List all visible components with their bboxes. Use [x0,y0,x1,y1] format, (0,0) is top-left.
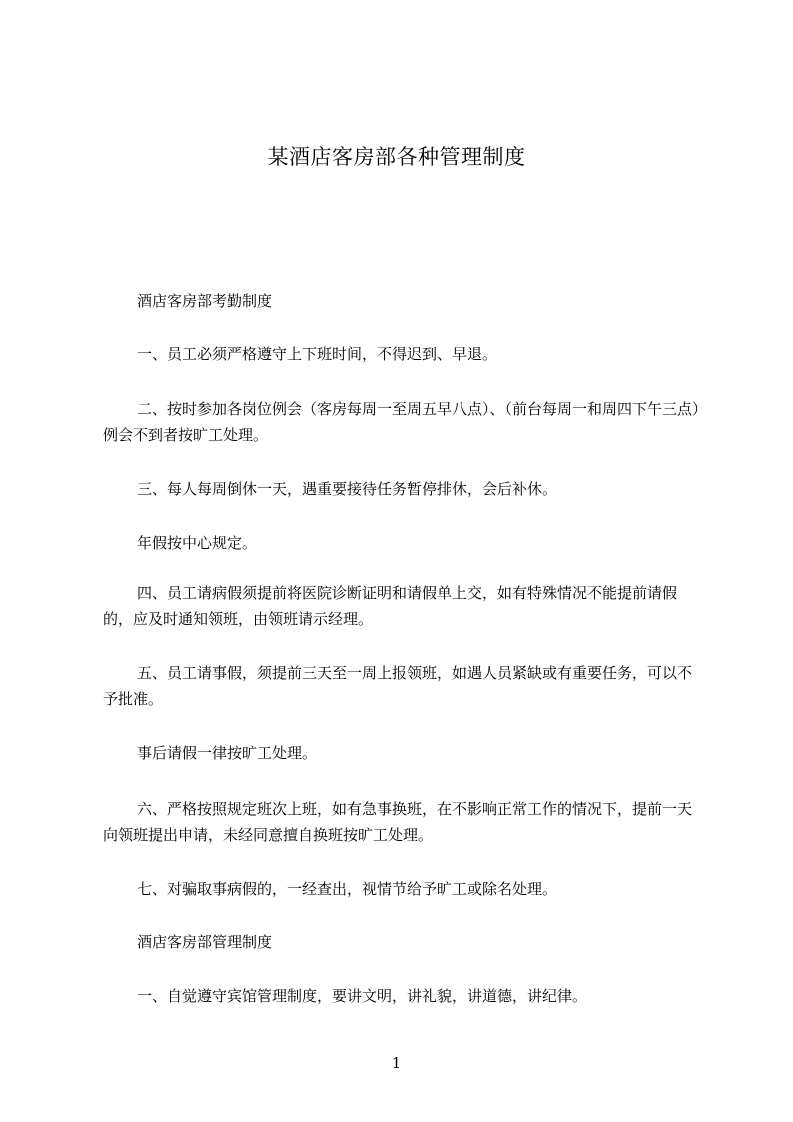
paragraph: 七、对骗取事病假的，一经查出，视情节给予旷工或除名处理。 [137,880,558,898]
section-heading-management: 酒店客房部管理制度 [137,933,273,951]
paragraph: 六、严格按照规定班次上班，如有急事换班，在不影响正常工作的情况下，提前一天向领班提出申请，未经同意擅自换班按旷工处理。 [103,800,693,844]
paragraph: 五、员工请事假，须提前三天至一周上报领班，如遇人员紧缺或有重要任务，可以不予批准。 [103,664,693,708]
paragraph: 四、员工请病假须提前将医院诊断证明和请假单上交，如有特殊情况不能提前请假的，应及时通知领班，由领班请示经理。 [103,584,678,628]
paragraph: 年假按中心规定。 [137,534,258,552]
document-title: 某酒店客房部各种管理制度 [267,145,526,169]
section-heading-attendance: 酒店客房部考勤制度 [137,292,273,310]
paragraph: 一、自觉遵守宾馆管理制度，要讲文明，讲礼貌，讲道德，讲纪律。 [137,987,588,1005]
paragraph: 一、员工必须严格遵守上下班时间，不得迟到、早退。 [137,345,498,363]
paragraph: 三、每人每周倒休一天，遇重要接待任务暂停排休，会后补休。 [137,480,558,498]
paragraph: 事后请假一律按旷工处理。 [137,744,318,762]
paragraph: 二、按时参加各岗位例会（客房每周一至周五早八点）、（前台每周一和周四下午三点）例会不到者按旷工处理。 [103,400,700,444]
page-number: 1 [391,1054,402,1072]
